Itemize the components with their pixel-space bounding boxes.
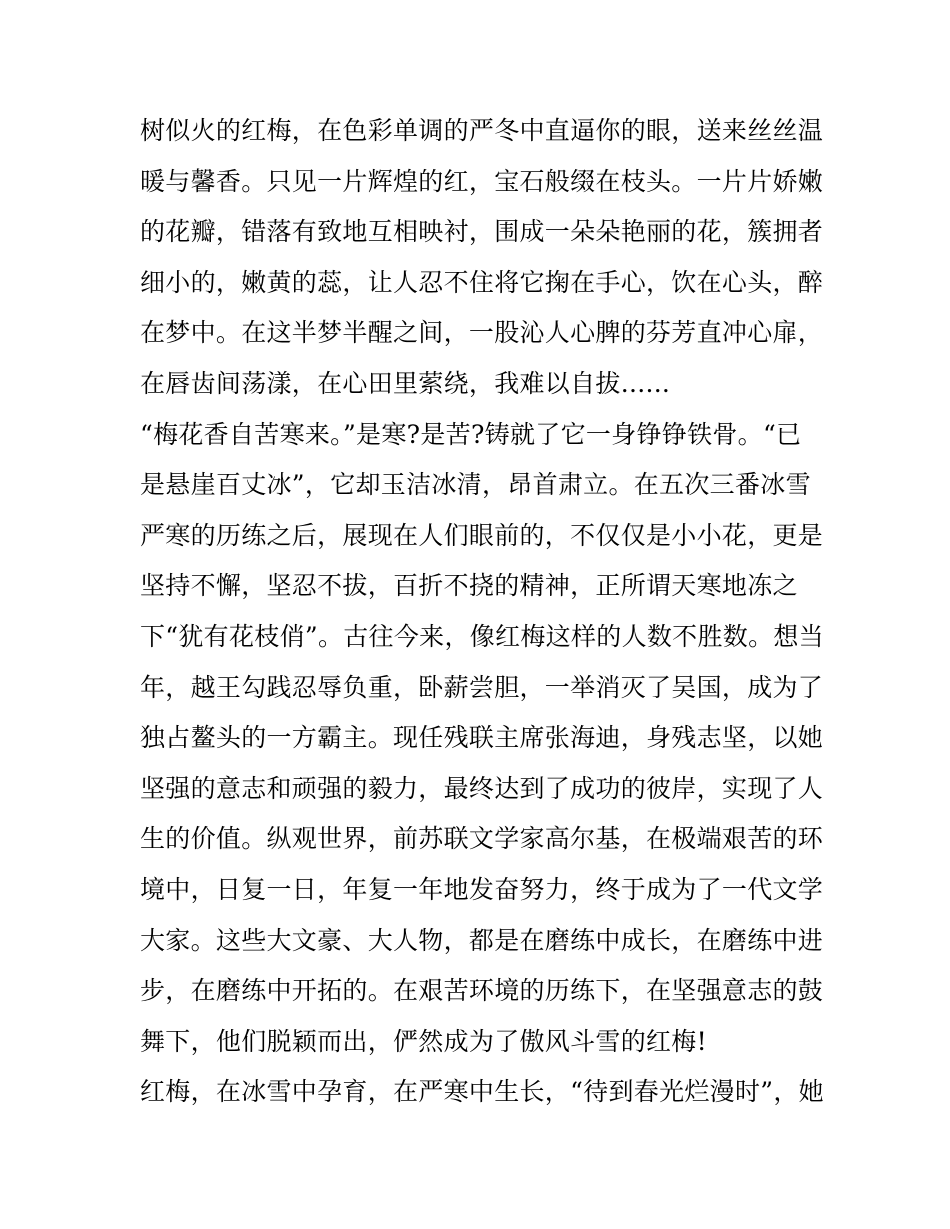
text-line: 在梦中。在这半梦半醒之间，一股沁人心脾的芬芳直冲心扉， bbox=[140, 318, 824, 348]
text-line: 红梅，在冰雪中孕育，在严寒中生长，“待到春光烂漫时”，她 bbox=[140, 1077, 824, 1107]
text-line: 是悬崖百丈冰”，它却玉洁冰清，昂首肃立。在五次三番冰雪 bbox=[140, 470, 811, 500]
essay-text bbox=[140, 106, 824, 1118]
text-line: 坚强的意志和顽强的毅力，最终达到了成功的彼岸，实现了人 bbox=[140, 773, 824, 803]
text-line: 在唇齿间荡漾，在心田里萦绕，我难以自拔...... bbox=[140, 368, 671, 398]
text-line: 下“犹有花枝俏”。古往今来，像红梅这样的人数不胜数。想当 bbox=[140, 621, 824, 651]
text-line: 境中，日复一日，年复一年地发奋努力，终于成为了一代文学 bbox=[140, 874, 824, 904]
text-line: 步，在磨练中开拓的。在艰苦环境的历练下，在坚强意志的鼓 bbox=[140, 976, 824, 1006]
text-line: 生的价值。纵观世界，前苏联文学家高尔基，在极端艰苦的环 bbox=[140, 824, 824, 854]
text-line: 的花瓣，错落有致地互相映衬，围成一朵朵艳丽的花，簇拥者 bbox=[140, 217, 824, 247]
text-line: “梅花香自苦寒来。”是寒?是苦?铸就了它一身铮铮铁骨。“已 bbox=[140, 419, 802, 449]
text-line: 坚持不懈，坚忍不拔，百折不挠的精神，正所谓天寒地冻之 bbox=[140, 571, 798, 601]
text-line: 树似火的红梅，在色彩单调的严冬中直逼你的眼，送来丝丝温 bbox=[140, 116, 824, 145]
text-line: 严寒的历练之后，展现在人们眼前的，不仅仅是小小花，更是 bbox=[140, 520, 824, 550]
text-line: 舞下，他们脱颖而出，俨然成为了傲风斗雪的红梅! bbox=[140, 1026, 707, 1056]
text-line: 独占鳌头的一方霸主。现任残联主席张海迪，身残志坚，以她 bbox=[140, 723, 824, 753]
text-line: 大家。这些大文豪、大人物，都是在磨练中成长，在磨练中进 bbox=[140, 925, 824, 955]
text-line: 年，越王勾践忍辱负重，卧薪尝胆，一举消灭了吴国，成为了 bbox=[140, 672, 824, 702]
text-line: 暖与馨香。只见一片辉煌的红，宝石般缀在枝头。一片片娇嫩 bbox=[140, 166, 824, 196]
text-line: 细小的，嫩黄的蕊，让人忍不住将它掬在手心，饮在心头，醉 bbox=[140, 267, 824, 297]
